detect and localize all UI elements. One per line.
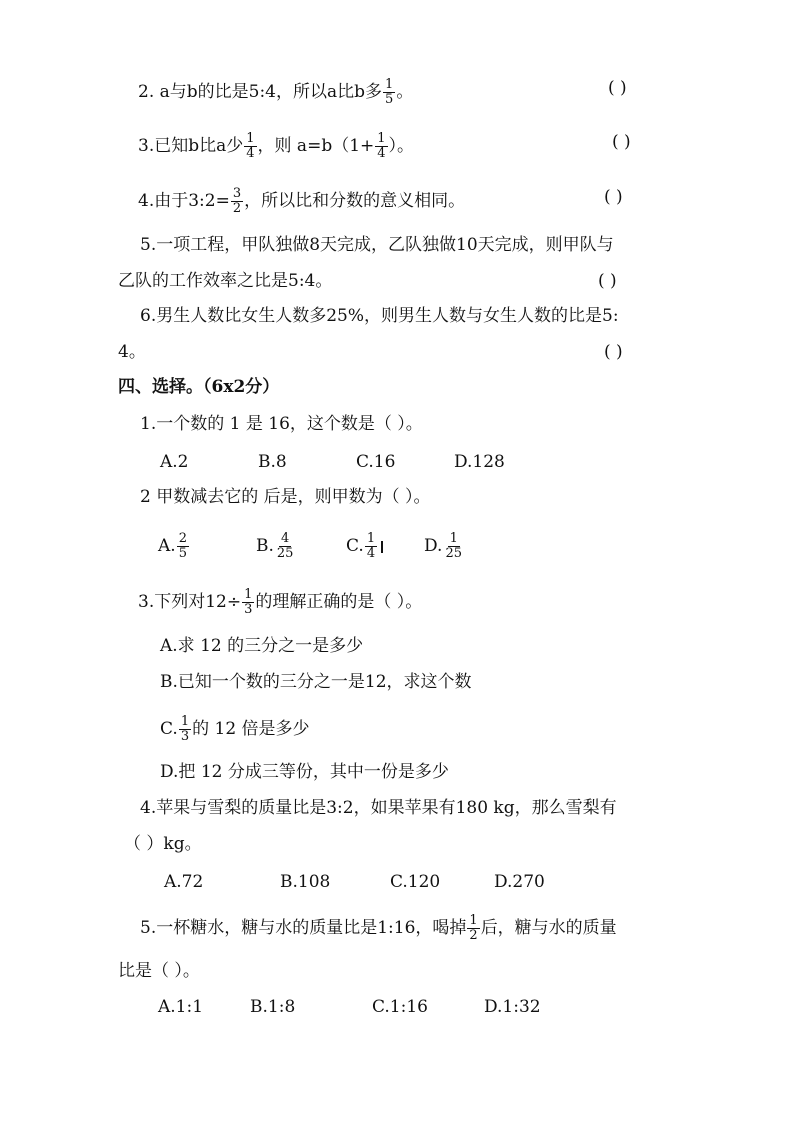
choice-q5-line1: 5.一杯糖水，糖与水的质量比是1:16，喝掉 $\frac{1}{2}$ 后，糖与水的质量	[140, 913, 617, 943]
choice-q1-option-b[interactable]: B.8	[258, 452, 287, 472]
judge-q3-fraction-1: $\frac{1}{4}$	[246, 131, 255, 161]
choice-q3-option-c[interactable]: C. $\frac{1}{3}$ 的 12 倍是多少	[160, 714, 310, 744]
choice-q4-option-b[interactable]: B.108	[280, 872, 331, 892]
choice-q2-option-b[interactable]: B. $\frac{4}{25}$	[256, 531, 294, 561]
judge-q5-line1: 5.一项工程，甲队独做8天完成，乙队独做10天完成，则甲队与	[140, 235, 614, 255]
judge-q3-fraction-2: $\frac{1}{4}$	[377, 131, 386, 161]
choice-q4-option-a[interactable]: A.72	[164, 872, 204, 892]
choice-q3: 3.下列对12÷ $\frac{1}{3}$ 的理解正确的是（ ）。	[138, 587, 423, 617]
choice-q5-fraction: $\frac{1}{2}$	[469, 913, 478, 943]
choice-q1: 1.一个数的 1 是 16，这个数是（ ）。	[140, 414, 423, 434]
choice-q1-option-a[interactable]: A.2	[160, 452, 189, 472]
judge-q2-answer-blank[interactable]: ( )	[608, 78, 627, 98]
choice-q2-option-a[interactable]: A. $\frac{2}{5}$	[158, 531, 187, 561]
judge-q6-line1: 6.男生人数比女生人数多25%，则男生人数与女生人数的比是5:	[140, 306, 619, 326]
choice-q1-option-c[interactable]: C.16	[356, 452, 396, 472]
judge-q2-text: 2. a与b的比是5:4，所以a比b多	[138, 82, 383, 102]
choice-q2-option-d[interactable]: D. $\frac{1}{25}$	[424, 531, 462, 561]
judge-q5-line2: 乙队的工作效率之比是5:4。	[118, 271, 333, 291]
choice-q2-option-a-fraction: $\frac{2}{5}$	[178, 531, 187, 561]
choice-q4-line1: 4.苹果与雪梨的质量比是3:2，如果苹果有180 kg，那么雪梨有	[140, 798, 617, 818]
choice-q1-option-d[interactable]: D.128	[454, 452, 505, 472]
judge-q4-fraction: $\frac{3}{2}$	[232, 186, 242, 216]
judge-q4-answer-blank[interactable]: ( )	[604, 187, 623, 207]
choice-q3-option-d[interactable]: D.把 12 分成三等份，其中一份是多少	[160, 762, 449, 782]
choice-q5-line2: 比是（ ）。	[118, 961, 200, 981]
choice-q2-option-c-fraction: $\frac{1}{4}$	[366, 531, 376, 561]
choice-q5-option-b[interactable]: B.1:8	[250, 997, 296, 1017]
choice-q2: 2 甲数减去它的 后是，则甲数为（ ）。	[140, 487, 431, 507]
judge-q6-answer-blank[interactable]: ( )	[604, 342, 623, 362]
choice-q4-option-d[interactable]: D.270	[494, 872, 545, 892]
stray-mark	[381, 541, 383, 553]
judge-q2: 2. a与b的比是5:4，所以a比b多 $\frac{1}{5}$ 。	[138, 77, 414, 107]
choice-q3-option-b[interactable]: B.已知一个数的三分之一是12，求这个数	[160, 672, 472, 692]
judge-q4: 4.由于3:2= $\frac{3}{2}$ ，所以比和分数的意义相同。	[138, 186, 466, 216]
choice-q2-option-d-fraction: $\frac{1}{25}$	[445, 531, 462, 561]
choice-q5-option-d[interactable]: D.1:32	[484, 997, 541, 1017]
judge-q5-answer-blank[interactable]: ( )	[598, 271, 617, 291]
choice-q5-option-a[interactable]: A.1:1	[158, 997, 204, 1017]
section-title: 四、选择。（6x2分）	[118, 377, 280, 397]
choice-q3-option-a[interactable]: A.求 12 的三分之一是多少	[160, 636, 364, 656]
choice-q4-option-c[interactable]: C.120	[390, 872, 441, 892]
judge-q2-fraction: $\frac{1}{5}$	[385, 77, 394, 107]
choice-q2-option-c[interactable]: C. $\frac{1}{4}$	[346, 532, 383, 561]
choice-q3-fraction: $\frac{1}{3}$	[244, 587, 253, 617]
judge-q6-line2: 4。	[118, 342, 146, 362]
choice-q3-option-c-fraction: $\frac{1}{3}$	[180, 714, 190, 744]
judge-q3: 3.已知b比a少 $\frac{1}{4}$ ，则 a=b（1+ $\frac{1}{4}$ ）。	[138, 131, 415, 161]
choice-q2-option-b-fraction: $\frac{4}{25}$	[276, 531, 294, 561]
choice-q5-option-c[interactable]: C.1:16	[372, 997, 428, 1017]
judge-q3-answer-blank[interactable]: ( )	[612, 132, 631, 152]
choice-q4-line2: （ ）kg。	[124, 834, 202, 854]
